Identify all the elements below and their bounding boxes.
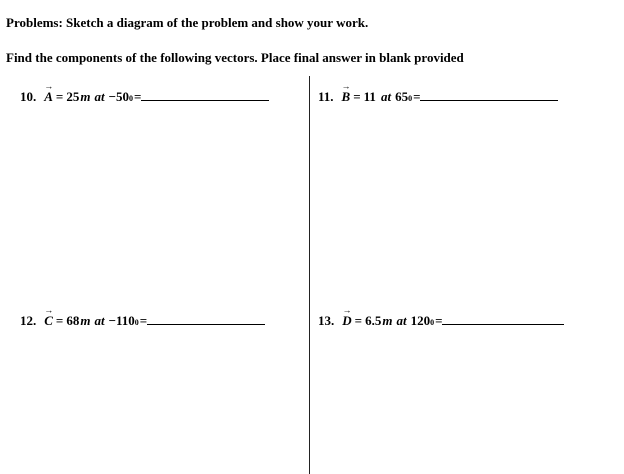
at-word: at — [94, 313, 105, 328]
subinstructions-heading: Find the components of the following vectors. Place final answer in blank provided — [6, 50, 464, 65]
answer-blank[interactable] — [420, 88, 558, 101]
instructions-heading: Problems: Sketch a diagram of the problem and show your work. — [6, 15, 369, 30]
equals-sign: = — [55, 313, 64, 328]
magnitude: 68 — [66, 313, 80, 328]
angle: −110 — [108, 313, 135, 328]
angle: 65 — [395, 89, 409, 104]
vector-symbol: → B — [341, 81, 351, 104]
equals-sign: = — [354, 313, 363, 328]
equals-sign: = — [353, 89, 361, 104]
answer-blank[interactable] — [141, 88, 269, 101]
degree-mark: 0 — [408, 94, 413, 103]
problem-number: 10. — [20, 89, 37, 104]
at-word: at — [94, 89, 105, 104]
at-word: at — [380, 89, 392, 104]
problem-11 — [318, 81, 558, 105]
blank-equals: = — [134, 89, 142, 104]
vector-arrow-icon: → — [342, 305, 352, 315]
equals-sign: = — [55, 89, 64, 104]
answer-blank[interactable] — [442, 312, 564, 325]
degree-mark: 0 — [430, 318, 435, 327]
vector-symbol: → A — [44, 81, 54, 104]
blank-equals: = — [413, 89, 421, 104]
degree-mark: 0 — [129, 94, 134, 103]
vector-arrow-icon: → — [44, 81, 54, 91]
problem-number: 12. — [20, 313, 37, 328]
degree-mark: 0 — [134, 318, 139, 327]
angle: 120 — [410, 313, 431, 328]
unit: m — [80, 313, 91, 328]
angle: −50 — [108, 89, 130, 104]
vector-arrow-icon: → — [44, 305, 54, 315]
at-word: at — [396, 313, 407, 328]
problem-12 — [20, 305, 265, 329]
problem-number: 11. — [318, 89, 334, 104]
blank-equals: = — [435, 313, 443, 328]
vector-symbol: → D — [342, 305, 352, 328]
problem-10 — [20, 81, 269, 105]
unit: m — [382, 313, 393, 328]
blank-equals: = — [139, 313, 148, 328]
answer-blank[interactable] — [147, 312, 265, 325]
problem-number: 13. — [318, 313, 335, 328]
magnitude: 11 — [363, 89, 376, 104]
magnitude: 25 — [66, 89, 80, 104]
unit: m — [80, 89, 91, 104]
vertical-divider — [309, 76, 310, 474]
problem-13 — [318, 305, 564, 329]
vector-arrow-icon: → — [341, 81, 351, 91]
vector-symbol: → C — [44, 305, 54, 328]
magnitude: 6.5 — [365, 313, 382, 328]
